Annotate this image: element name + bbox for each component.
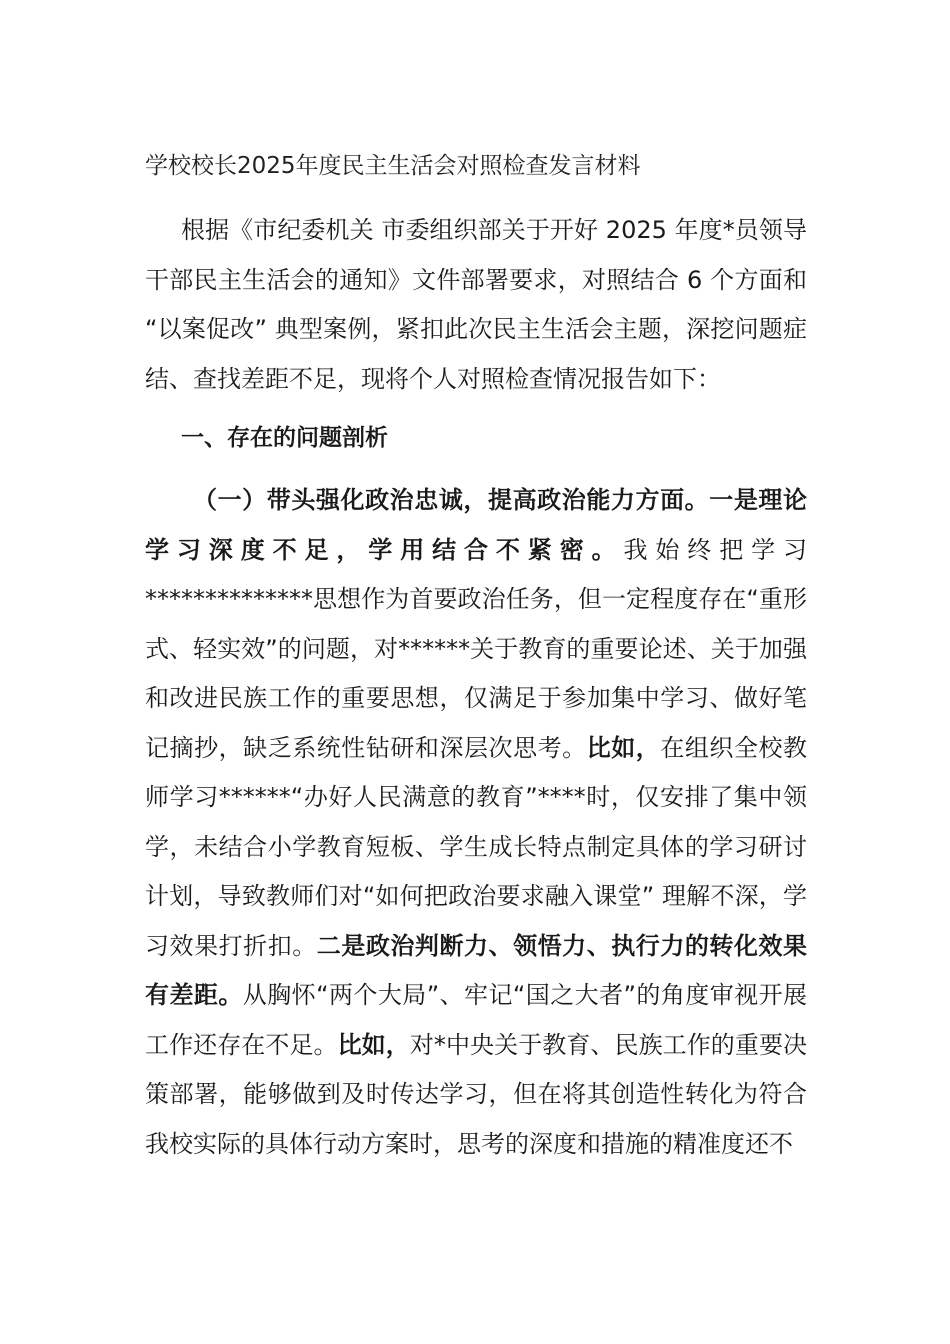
point-1-text: 我始终把学习**************思想作为首要政治任务，但一定程度存在“重形式、轻实效”的问题，对******关于教育的重要论述、关于加强和改进民族工作的重要思想，仅满足于参加集中学习、做好笔记摘抄，缺乏系统性钻研和深层次思考。	[145, 535, 807, 762]
section-heading: 一、存在的问题剖析	[181, 425, 388, 451]
example-2-text: 对*中央关于教育、民族工作的重要决策部署，能够做到及时传达学习，但在将其创造性转化为符合我校实际的具体行动方案时，思考的深度和措施的精准度还不	[145, 1030, 808, 1158]
document-title: 学校校长2025年度民主生活会对照检查发言材料	[145, 153, 641, 179]
body-paragraph-1	[145, 476, 807, 1169]
point-2-title: 二是政治判断力、领悟力、执行力的转化效果有差距。	[145, 931, 808, 1009]
example-1-text: 在组织全校教师学习******“办好人民满意的教育”****时，仅安排了集中领学，未结合小学教育短板、学生成长特点制定具体的学习研讨计划，导致教师们对“如何把政治要求融入课堂” 理解不深，学习效果打折扣。	[145, 733, 808, 960]
example-2-label: 比如，	[337, 1030, 410, 1059]
example-1-label: 比如，	[586, 733, 661, 762]
point-2-text: 从胸怀“两个大局”、牢记“国之大者”的角度审视开展工作还存在不足。	[145, 981, 808, 1059]
paragraph-heading: （一）带头强化政治忠诚，提高政治能力方面。	[193, 486, 710, 514]
intro-paragraph: 根据《市纪委机关 市委组织部关于开好 2025 年度*员领导干部民主生活会的通知》文件部署要求，对照结合 6 个方面和 “以案促改” 典型案例，紧扣此次民主生活会主题，深挖问题症结、查找差距不足，现将个人对照检查情况报告如下：	[145, 216, 807, 393]
point-1-title: 一是理论学习深度不足，学用结合不紧密。	[145, 486, 807, 564]
